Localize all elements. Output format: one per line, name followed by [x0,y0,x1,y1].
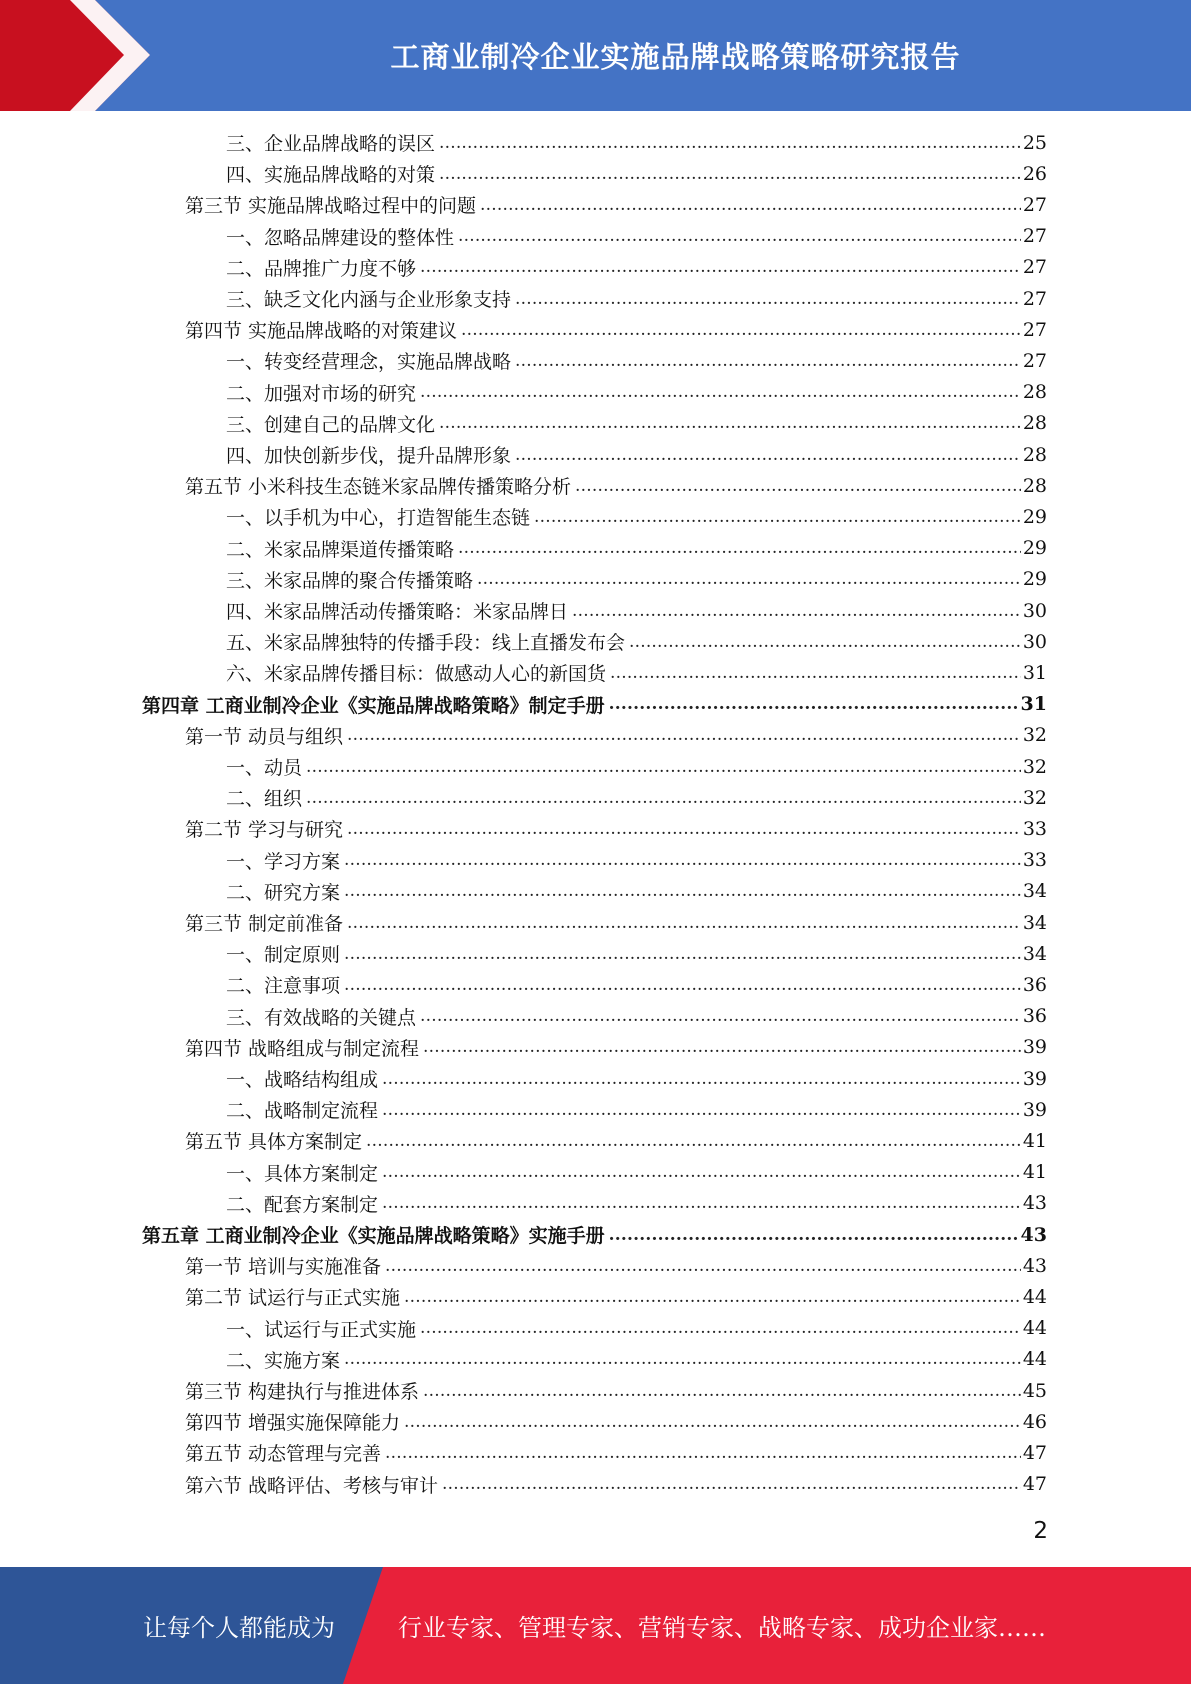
page-header [0,0,1191,111]
toc-entry-item[interactable] [226,1063,1047,1094]
toc-entry-page: 32 [1022,755,1047,778]
toc-entry-item[interactable] [226,564,1047,595]
toc-entry-title: 二、配套方案制定 [226,1193,379,1216]
page-number: 2 [1033,1518,1048,1544]
toc-entry-item[interactable] [226,845,1047,876]
toc-entry-title: 三、企业品牌战略的误区 [226,133,436,155]
toc-leader-dots [385,1255,1021,1277]
toc-leader-dots [423,1036,1021,1058]
toc-entry-title: 第三节 构建执行与推进体系 [185,1381,420,1403]
toc-leader-dots [575,475,1021,497]
toc-leader-dots [347,818,1021,840]
toc-entry-page: 27 [1022,256,1047,279]
toc-leader-dots [344,1348,1021,1370]
toc-entry-section[interactable] [185,813,1047,844]
toc-entry-page: 28 [1022,443,1047,466]
toc-entry-title: 第四节 实施品牌战略的对策建议 [185,320,458,343]
toc-entry-page: 34 [1022,942,1047,965]
toc-entry-page: 39 [1022,1036,1047,1059]
toc-entry-item[interactable] [226,595,1047,626]
toc-entry-page: 47 [1022,1473,1047,1496]
toc-leader-dots [382,1099,1021,1121]
toc-leader-dots [385,1442,1021,1464]
toc-entry-item[interactable] [226,626,1047,657]
toc-entry-title: 第四节 增强实施保障能力 [185,1412,401,1435]
toc-leader-dots [609,693,1019,715]
toc-leader-dots [515,444,1021,466]
toc-entry-page: 43 [1022,1254,1047,1277]
toc-entry-title: 第五章 工商业制冷企业《实施品牌战略策略》实施手册 [142,1225,605,1247]
toc-entry-title: 一、具体方案制定 [226,1162,379,1185]
toc-entry-title: 第二节 试运行与正式实施 [185,1287,401,1310]
toc-entry-page: 39 [1022,1098,1047,1121]
toc-entry-title: 二、品牌推广力度不够 [226,257,417,280]
toc-entry-title: 二、战略制定流程 [226,1100,379,1123]
toc-entry-title: 三、缺乏文化内涵与企业形象支持 [226,289,512,311]
toc-entry-title: 五、米家品牌独特的传播手段：线上直播发布会 [226,632,626,655]
toc-entry-section[interactable] [185,1469,1047,1500]
toc-leader-dots [347,724,1021,746]
toc-entry-chapter[interactable] [142,689,1047,720]
toc-entry-title: 一、动员 [226,757,303,779]
toc-leader-dots [344,880,1021,902]
toc-leader-dots [347,912,1021,934]
toc-leader-dots [515,350,1021,372]
toc-entry-page: 27 [1022,349,1047,372]
toc-entry-item[interactable] [226,1094,1047,1125]
toc-entry-page: 31 [1020,693,1047,716]
toc-entry-item[interactable] [226,751,1047,782]
toc-entry-title: 第三节 实施品牌战略过程中的问题 [185,195,477,218]
toc-leader-dots [306,756,1021,778]
toc-entry-page: 28 [1022,412,1047,435]
toc-entry-item[interactable] [226,439,1047,470]
toc-entry-section[interactable] [185,1281,1047,1312]
report-title: 工商业制冷企业实施品牌战略策略研究报告 [390,40,961,74]
toc-entry-title: 第五节 小米科技生态链米家品牌传播策略分析 [185,476,572,499]
toc-entry-title: 第六节 战略评估、考核与审计 [185,1474,439,1497]
toc-entry-title: 一、以手机为中心，打造智能生态链 [226,507,531,530]
toc-leader-dots [572,600,1021,622]
toc-entry-item[interactable] [226,782,1047,813]
toc-entry-title: 二、加强对市场的研究 [226,382,417,405]
toc-entry-section[interactable] [185,470,1047,501]
toc-entry-item[interactable] [226,127,1047,158]
toc-entry-item[interactable] [226,1001,1047,1032]
toc-leader-dots [306,787,1021,809]
toc-entry-title: 第三节 制定前准备 [185,913,344,935]
toc-leader-dots [458,537,1021,559]
toc-leader-dots [610,662,1021,684]
toc-entry-item[interactable] [226,252,1047,283]
toc-leader-dots [534,506,1021,528]
toc-entry-title: 第四章 工商业制冷企业《实施品牌战略策略》制定手册 [142,694,605,717]
toc-entry-title: 二、组织 [226,788,303,811]
toc-entry-section[interactable] [185,1406,1047,1437]
toc-entry-title: 二、注意事项 [226,975,341,998]
toc-entry-item[interactable] [226,158,1047,189]
toc-entry-item[interactable] [226,1188,1047,1219]
red-arrow-icon [0,0,160,111]
toc-leader-dots [344,849,1021,871]
toc-leader-dots [461,319,1021,341]
toc-leader-dots [420,1317,1021,1339]
toc-entry-title: 四、米家品牌活动传播策略：米家品牌日 [226,601,569,623]
toc-entry-page: 46 [1022,1410,1047,1433]
toc-entry-page: 33 [1022,849,1047,872]
toc-entry-page: 43 [1020,1223,1047,1246]
toc-entry-section[interactable] [185,314,1047,345]
toc-leader-dots [609,1224,1019,1246]
toc-entry-title: 一、忽略品牌建设的整体性 [226,226,455,249]
toc-entry-title: 一、制定原则 [226,944,341,967]
toc-entry-item[interactable] [226,533,1047,564]
toc-entry-page: 27 [1022,193,1047,216]
toc-leader-dots [420,381,1021,403]
toc-entry-title: 一、学习方案 [226,850,341,873]
toc-entry-title: 第二节 学习与研究 [185,819,344,842]
toc-entry-title: 六、米家品牌传播目标：做感动人心的新国货 [226,663,607,686]
toc-leader-dots [458,225,1021,247]
toc-entry-page: 34 [1022,911,1047,934]
toc-leader-dots [480,194,1021,216]
toc-entry-page: 30 [1022,630,1047,653]
toc-entry-item[interactable] [226,1313,1047,1344]
toc-entry-page: 27 [1022,287,1047,310]
toc-entry-page: 44 [1022,1285,1047,1308]
toc-leader-dots [382,1161,1021,1183]
toc-entry-title: 第五节 具体方案制定 [185,1131,363,1154]
toc-entry-page: 47 [1022,1441,1047,1464]
toc-entry-page: 29 [1022,537,1047,560]
toc-entry-title: 一、转变经营理念，实施品牌战略 [226,351,512,374]
toc-entry-section[interactable] [185,1125,1047,1156]
toc-leader-dots [404,1411,1021,1433]
toc-entry-item[interactable] [226,657,1047,688]
toc-entry-item[interactable] [226,501,1047,532]
toc-entry-page: 30 [1022,599,1047,622]
toc-leader-dots [344,974,1021,996]
toc-entry-title: 三、有效战略的关键点 [226,1006,417,1029]
toc-entry-item[interactable] [226,1344,1047,1375]
toc-entry-title: 二、实施方案 [226,1349,341,1372]
toc-entry-page: 45 [1022,1379,1047,1402]
toc-leader-dots [629,631,1021,653]
toc-entry-title: 二、研究方案 [226,881,341,904]
toc-entry-title: 第一节 动员与组织 [185,725,344,748]
toc-entry-page: 27 [1022,225,1047,248]
toc-entry-page: 29 [1022,568,1047,591]
toc-leader-dots [382,1068,1021,1090]
toc-entry-section[interactable] [185,1437,1047,1468]
toc-leader-dots [423,1380,1021,1402]
toc-entry-page: 36 [1022,1005,1047,1028]
toc-entry-chapter[interactable] [142,1219,1047,1250]
toc-leader-dots [515,288,1021,310]
toc-entry-page: 36 [1022,973,1047,996]
toc-entry-title: 第五节 动态管理与完善 [185,1443,382,1466]
toc-entry-section[interactable] [185,1250,1047,1281]
toc-leader-dots [477,568,1021,590]
toc-entry-item[interactable] [226,1157,1047,1188]
toc-entry-page: 28 [1022,474,1047,497]
toc-entry-title: 一、试运行与正式实施 [226,1318,417,1341]
toc-entry-page: 29 [1022,505,1047,528]
toc-entry-page: 31 [1022,661,1047,684]
toc-entry-page: 44 [1022,1348,1047,1371]
toc-entry-section[interactable] [185,1375,1047,1406]
toc-entry-title: 四、实施品牌战略的对策 [226,164,436,187]
toc-entry-item[interactable] [226,408,1047,439]
toc-entry-page: 26 [1022,162,1047,185]
toc-leader-dots [439,412,1021,434]
toc-leader-dots [366,1130,1021,1152]
toc-entry-section[interactable] [185,189,1047,220]
toc-entry-title: 二、米家品牌渠道传播策略 [226,538,455,561]
toc-entry-page: 34 [1022,880,1047,903]
toc-entry-section[interactable] [185,907,1047,938]
toc-entry-item[interactable] [226,876,1047,907]
footer-slogan-left: 让每个人都能成为 [143,1614,335,1642]
toc-entry-title: 第四节 战略组成与制定流程 [185,1037,420,1060]
toc-entry-section[interactable] [185,720,1047,751]
toc-entry-section[interactable] [185,1032,1047,1063]
toc-entry-page: 28 [1022,381,1047,404]
toc-leader-dots [344,943,1021,965]
toc-entry-title: 一、战略结构组成 [226,1069,379,1091]
toc-leader-dots [420,256,1021,278]
toc-leader-dots [439,132,1021,154]
toc-entry-page: 43 [1022,1192,1047,1215]
toc-entry-page: 32 [1022,786,1047,809]
toc-entry-page: 39 [1022,1067,1047,1090]
toc-entry-item[interactable] [226,969,1047,1000]
toc-entry-page: 41 [1022,1129,1047,1152]
toc-entry-title: 三、创建自己的品牌文化 [226,413,436,436]
toc-entry-item[interactable] [226,221,1047,252]
page-footer [0,1567,1191,1684]
toc-entry-page: 41 [1022,1161,1047,1184]
toc-entry-page: 27 [1022,318,1047,341]
toc-leader-dots [382,1192,1021,1214]
toc-entry-page: 32 [1022,724,1047,747]
toc-entry-page: 33 [1022,817,1047,840]
footer-slogan-right: 行业专家、管理专家、营销专家、战略专家、成功企业家…… [398,1614,1046,1642]
toc-leader-dots [404,1286,1021,1308]
toc-entry-page: 25 [1022,131,1047,154]
toc-leader-dots [442,1473,1021,1495]
toc-entry-item[interactable] [226,938,1047,969]
toc-entry-item[interactable] [226,283,1047,314]
toc-entry-item[interactable] [226,345,1047,376]
toc-leader-dots [420,1005,1021,1027]
toc-leader-dots [439,163,1021,185]
toc-entry-title: 三、米家品牌的聚合传播策略 [226,569,474,592]
toc-entry-title: 第一节 培训与实施准备 [185,1256,382,1279]
toc-entry-title: 四、加快创新步伐，提升品牌形象 [226,445,512,467]
toc-entry-item[interactable] [226,377,1047,408]
toc-entry-page: 44 [1022,1317,1047,1340]
